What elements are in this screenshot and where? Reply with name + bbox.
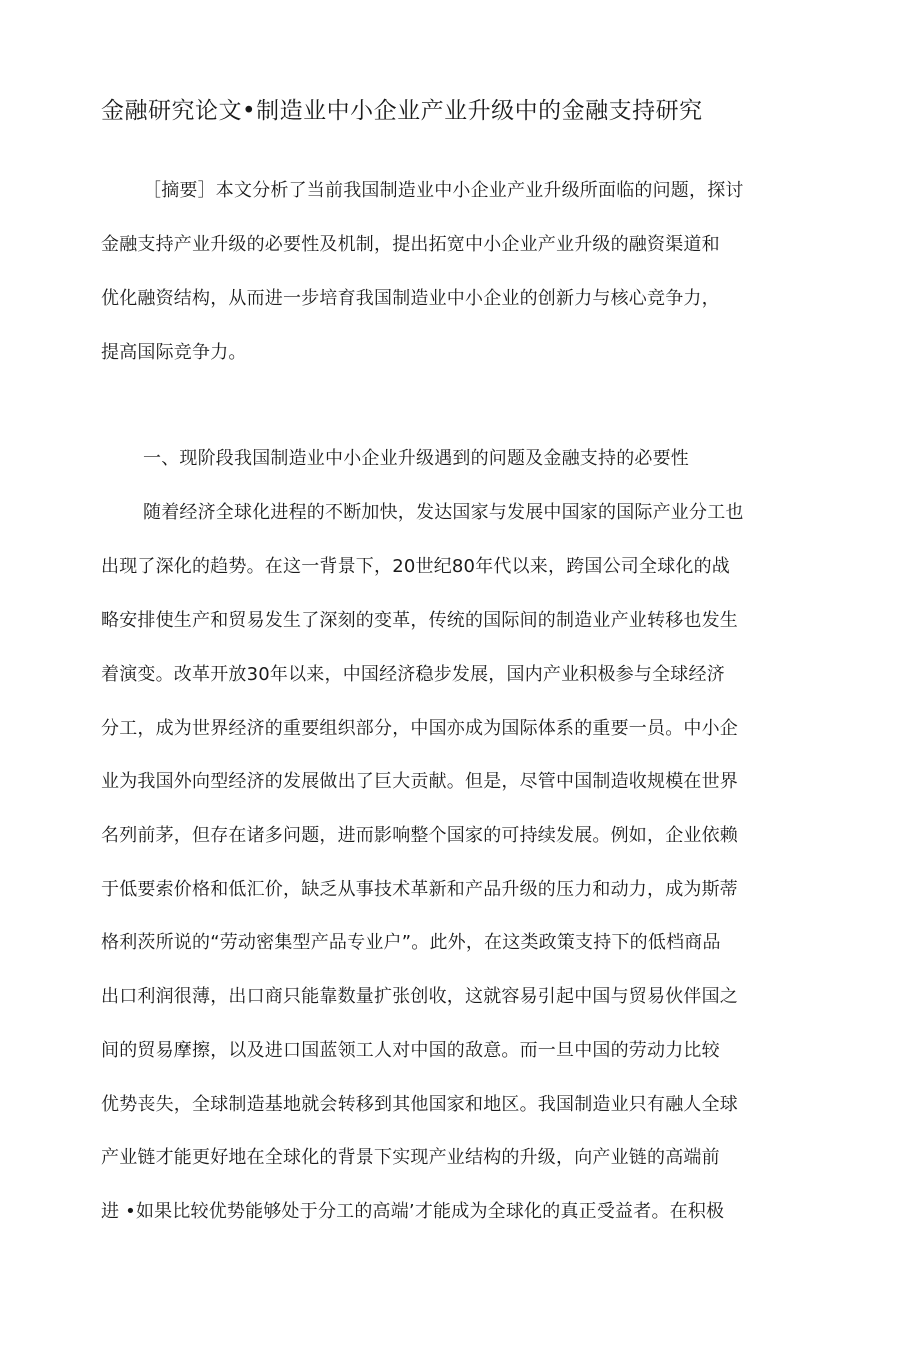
section-heading: 一、现阶段我国制造业中小企业升级遇到的问题及金融支持的必要性 [143, 448, 689, 469]
body-line: 优势丧失，全球制造基地就会转移到其他国家和地区。我国制造业只有融人全球 [101, 1094, 738, 1115]
body-line: 出现了深化的趋势。在这一背景下，20世纪80年代以来，跨国公司全球化的战 [101, 556, 731, 577]
abstract-line: 优化融资结构，从而进一步培育我国制造业中小企业的创新力与核心竞争力， [101, 288, 720, 309]
body-line: 着演变。改革开放30年以来，中国经济稳步发展，国内产业积极参与全球经济 [101, 664, 725, 685]
abstract-line: 金融支持产业升级的必要性及机制，提出拓宽中小企业产业升级的融资渠道和 [101, 234, 720, 255]
body-line: 略安排使生产和贸易发生了深刻的变革，传统的国际间的制造业产业转移也发生 [101, 610, 738, 631]
body-line: 名列前茅，但存在诸多问题，进而影响整个国家的可持续发展。例如，企业依赖 [101, 825, 738, 846]
body-line: 业为我国外向型经济的发展做出了巨大贡献。但是，尽管中国制造收规模在世界 [101, 771, 738, 792]
body-line: 于低要索价格和低汇价，缺乏从事技术革新和产品升级的压力和动力，成为斯蒂 [101, 879, 738, 900]
body-line: 格利茨所说的“劳动密集型产品专业户”。此外，在这类政策支持下的低档商品 [101, 932, 721, 953]
body-line: 随着经济全球化进程的不断加快，发达国家与发展中国家的国际产业分工也 [143, 502, 744, 523]
body-line: 分工，成为世界经济的重要组织部分，中国亦成为国际体系的重要一员。中小企 [101, 718, 738, 739]
document-title: 金融研究论文•制造业中小企业产业升级中的金融支持研究 [101, 98, 703, 124]
abstract-line: ［摘要］本文分析了当前我国制造业中小企业产业升级所面临的问题，探讨 [143, 180, 744, 201]
body-line: 进 •如果比较优势能够处于分工的高端’才能成为全球化的真正受益者。在积极 [101, 1201, 725, 1222]
body-line: 出口利润很薄，出口商只能靠数量扩张创收，这就容易引起中国与贸易伙伴国之 [101, 986, 738, 1007]
body-line: 间的贸易摩擦，以及进口国蓝领工人对中国的敌意。而一旦中国的劳动力比较 [101, 1040, 720, 1061]
body-line: 产业链才能更好地在全球化的背景下实现产业结构的升级，向产业链的高端前 [101, 1147, 720, 1168]
abstract-line: 提高国际竞争力。 [101, 342, 247, 363]
